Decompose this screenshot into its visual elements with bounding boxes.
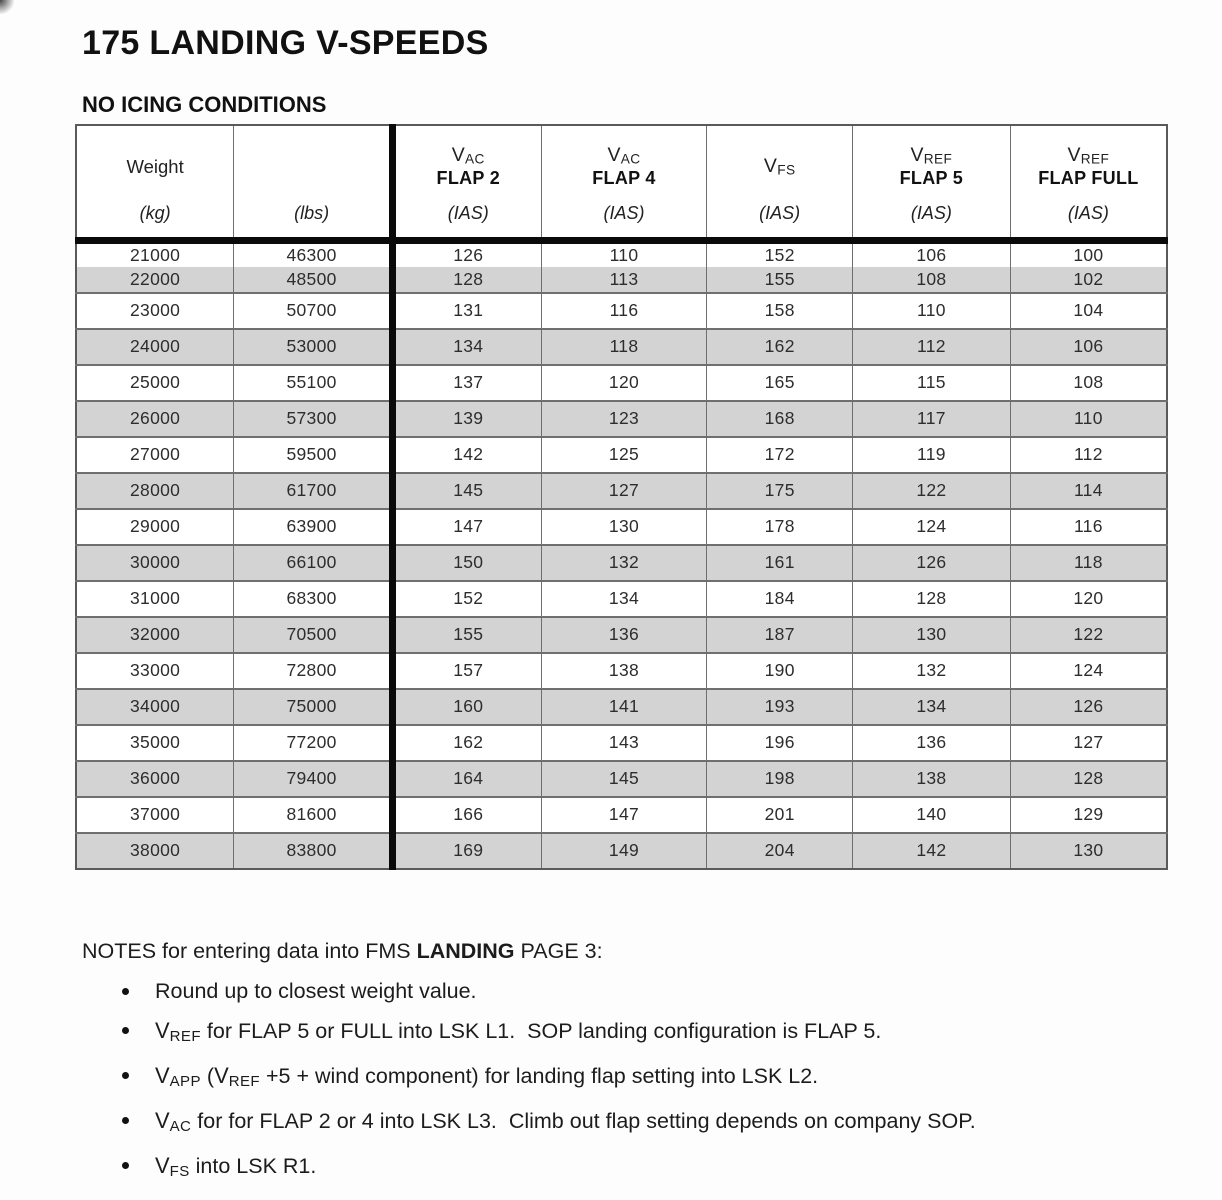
column-header-weight-kg: Weight (kg) [76,125,234,241]
table-cell: 187 [707,617,853,653]
table-cell: 147 [392,509,541,545]
table-row [76,689,1167,725]
table-cell: 35000 [76,725,234,761]
table-cell: 145 [541,761,707,797]
table-cell: 204 [707,833,853,869]
bullet-icon [122,1117,129,1124]
table-cell: 33000 [76,653,234,689]
table-cell: 134 [392,329,541,365]
table-cell: 108 [853,267,1011,293]
table-cell: 55100 [234,365,393,401]
table-cell: 119 [853,437,1011,473]
table-cell: 123 [541,401,707,437]
table-cell: 113 [541,267,707,293]
table-cell: 25000 [76,365,234,401]
table-cell: 128 [392,267,541,293]
table-cell: 175 [707,473,853,509]
notes-list [82,978,1204,1185]
table-cell: 166 [392,797,541,833]
table-cell: 83800 [234,833,393,869]
table-row [76,833,1167,869]
table-cell: 24000 [76,329,234,365]
column-header-vfs: VFS (IAS) [707,125,853,241]
table-row [76,545,1167,581]
table-cell: 134 [541,581,707,617]
table-cell: 122 [853,473,1011,509]
column-header-vac-flap4: VAC FLAP 4 (IAS) [541,125,707,241]
table-cell: 134 [853,689,1011,725]
table-cell: 66100 [234,545,393,581]
table-cell: 143 [541,725,707,761]
table-cell: 126 [1010,689,1167,725]
table-cell: 172 [707,437,853,473]
column-header-weight-lbs: (lbs) [234,125,393,241]
table-cell: 155 [707,267,853,293]
table-cell: 63900 [234,509,393,545]
table-cell: 141 [541,689,707,725]
table-cell: 147 [541,797,707,833]
table-cell: 31000 [76,581,234,617]
table-cell: 178 [707,509,853,545]
notes-section [82,938,1204,1197]
notes-intro: NOTES for entering data into FMS LANDING PAGE 3: [82,939,603,963]
vspeed-table-container [75,124,1168,870]
table-row [76,725,1167,761]
table-cell: 193 [707,689,853,725]
table-cell: 137 [392,365,541,401]
table-cell: 132 [853,653,1011,689]
table-cell: 124 [1010,653,1167,689]
table-cell: 27000 [76,437,234,473]
table-cell: 132 [541,545,707,581]
landing-vspeeds-table [75,124,1168,870]
table-cell: 142 [392,437,541,473]
table-cell: 124 [853,509,1011,545]
table-cell: 57300 [234,401,393,437]
table-cell: 126 [853,545,1011,581]
table-cell: 75000 [234,689,393,725]
table-cell: 152 [392,581,541,617]
table-cell: 110 [853,293,1011,329]
note-item [82,1152,1204,1185]
table-header [76,125,1167,241]
table-cell: 125 [541,437,707,473]
table-cell: 106 [853,241,1011,267]
table-cell: 116 [1010,509,1167,545]
table-cell: 152 [707,241,853,267]
table-row [76,401,1167,437]
table-cell: 169 [392,833,541,869]
table-cell: 120 [541,365,707,401]
table-cell: 34000 [76,689,234,725]
table-row [76,473,1167,509]
table-cell: 26000 [76,401,234,437]
table-row [76,293,1167,329]
table-cell: 30000 [76,545,234,581]
table-cell: 114 [1010,473,1167,509]
note-text: Round up to closest weight value. [155,979,477,1003]
bullet-icon [122,988,129,995]
table-cell: 201 [707,797,853,833]
table-cell: 164 [392,761,541,797]
table-cell: 21000 [130,244,181,265]
table-cell: 139 [392,401,541,437]
table-cell: 106 [1010,329,1167,365]
note-text: VREF for FLAP 5 or FULL into LSK L1. SOP landing configuration is FLAP 5. [155,1018,882,1045]
table-row [76,581,1167,617]
table-row [76,653,1167,689]
table-cell: 28000 [76,473,234,509]
table-cell: 184 [707,581,853,617]
table-cell: 46300 [234,241,393,267]
table-cell: 102 [1010,267,1167,293]
table-cell: 150 [392,545,541,581]
table-cell: 117 [853,401,1011,437]
table-cell: 162 [707,329,853,365]
table-cell: 37000 [76,797,234,833]
table-row [76,761,1167,797]
table-cell: 160 [392,689,541,725]
table-cell: 168 [707,401,853,437]
table-cell: 104 [1010,293,1167,329]
table-cell: 68300 [234,581,393,617]
table-cell: 130 [1010,833,1167,869]
table-cell: 53000 [234,329,393,365]
bullet-icon [122,1027,129,1034]
table-cell: 115 [853,365,1011,401]
table-cell: 161 [707,545,853,581]
table-cell: 110 [1010,401,1167,437]
bullet-icon [122,1162,129,1169]
table-cell: 22000 [130,268,181,289]
table-cell: 136 [853,725,1011,761]
table-cell: 122 [1010,617,1167,653]
table-cell: 32000 [76,617,234,653]
table-cell: 131 [392,293,541,329]
table-row [76,365,1167,401]
bullet-icon [122,1072,129,1079]
column-header-vref-flap5: VREF FLAP 5 (IAS) [853,125,1011,241]
table-cell: 36000 [76,761,234,797]
table-row [76,509,1167,545]
table-cell: 130 [541,509,707,545]
table-cell: 155 [392,617,541,653]
table-cell: 81600 [234,797,393,833]
table-cell: 79400 [234,761,393,797]
table-cell: 128 [1010,761,1167,797]
table-row [76,797,1167,833]
table-cell: 29000 [76,509,234,545]
table-cell: 140 [853,797,1011,833]
table-cell: 59500 [234,437,393,473]
table-header-row [76,125,1167,241]
table-cell: 118 [1010,545,1167,581]
note-text: VFS into LSK R1. [155,1153,317,1180]
table-cell: 110 [541,241,707,267]
table-cell: 112 [1010,437,1167,473]
table-cell: 127 [1010,725,1167,761]
table-cell: 118 [541,329,707,365]
table-cell: 162 [392,725,541,761]
table-row [76,329,1167,365]
table-cell: 50700 [234,293,393,329]
table-cell: 127 [541,473,707,509]
table-row [76,617,1167,653]
table-cell: 165 [707,365,853,401]
table-cell: 136 [541,617,707,653]
table-cell: 142 [853,833,1011,869]
note-item [82,1107,1204,1140]
column-header-vac-flap2: VAC FLAP 2 (IAS) [392,125,541,241]
note-item [82,1062,1204,1095]
table-cell: 196 [707,725,853,761]
table-cell: 72800 [234,653,393,689]
section-heading-no-icing: NO ICING CONDITIONS [82,92,327,117]
table-cell: 130 [853,617,1011,653]
note-text: VAPP (VREF +5 + wind component) for landing flap setting into LSK L2. [155,1063,819,1090]
note-item [82,978,1204,1005]
table-row [76,241,1167,267]
table-cell: 145 [392,473,541,509]
table-cell: 157 [392,653,541,689]
scan-artifact-corner [0,0,14,14]
table-cell: 61700 [234,473,393,509]
table-body [76,241,1167,869]
table-cell: 198 [707,761,853,797]
table-cell: 100 [1010,241,1167,267]
table-cell: 112 [853,329,1011,365]
table-cell: 126 [392,241,541,267]
table-cell: 120 [1010,581,1167,617]
table-cell: 158 [707,293,853,329]
table-cell: 38000 [76,833,234,869]
table-row [76,437,1167,473]
note-item [82,1017,1204,1050]
table-cell: 23000 [76,293,234,329]
table-cell: 128 [853,581,1011,617]
table-cell: 48500 [234,267,393,293]
table-cell: 108 [1010,365,1167,401]
column-header-vref-flap-full: VREF FLAP FULL (IAS) [1010,125,1167,241]
table-cell: 138 [541,653,707,689]
note-text: VAC for for FLAP 2 or 4 into LSK L3. Climb out flap setting depends on company SOP. [155,1108,976,1135]
table-cell: 129 [1010,797,1167,833]
table-cell: 77200 [234,725,393,761]
table-cell: 70500 [234,617,393,653]
table-cell: 138 [853,761,1011,797]
table-cell: 190 [707,653,853,689]
table-cell: 149 [541,833,707,869]
table-row [76,267,1167,293]
page-title: 175 LANDING V-SPEEDS [82,24,489,62]
table-cell: 116 [541,293,707,329]
